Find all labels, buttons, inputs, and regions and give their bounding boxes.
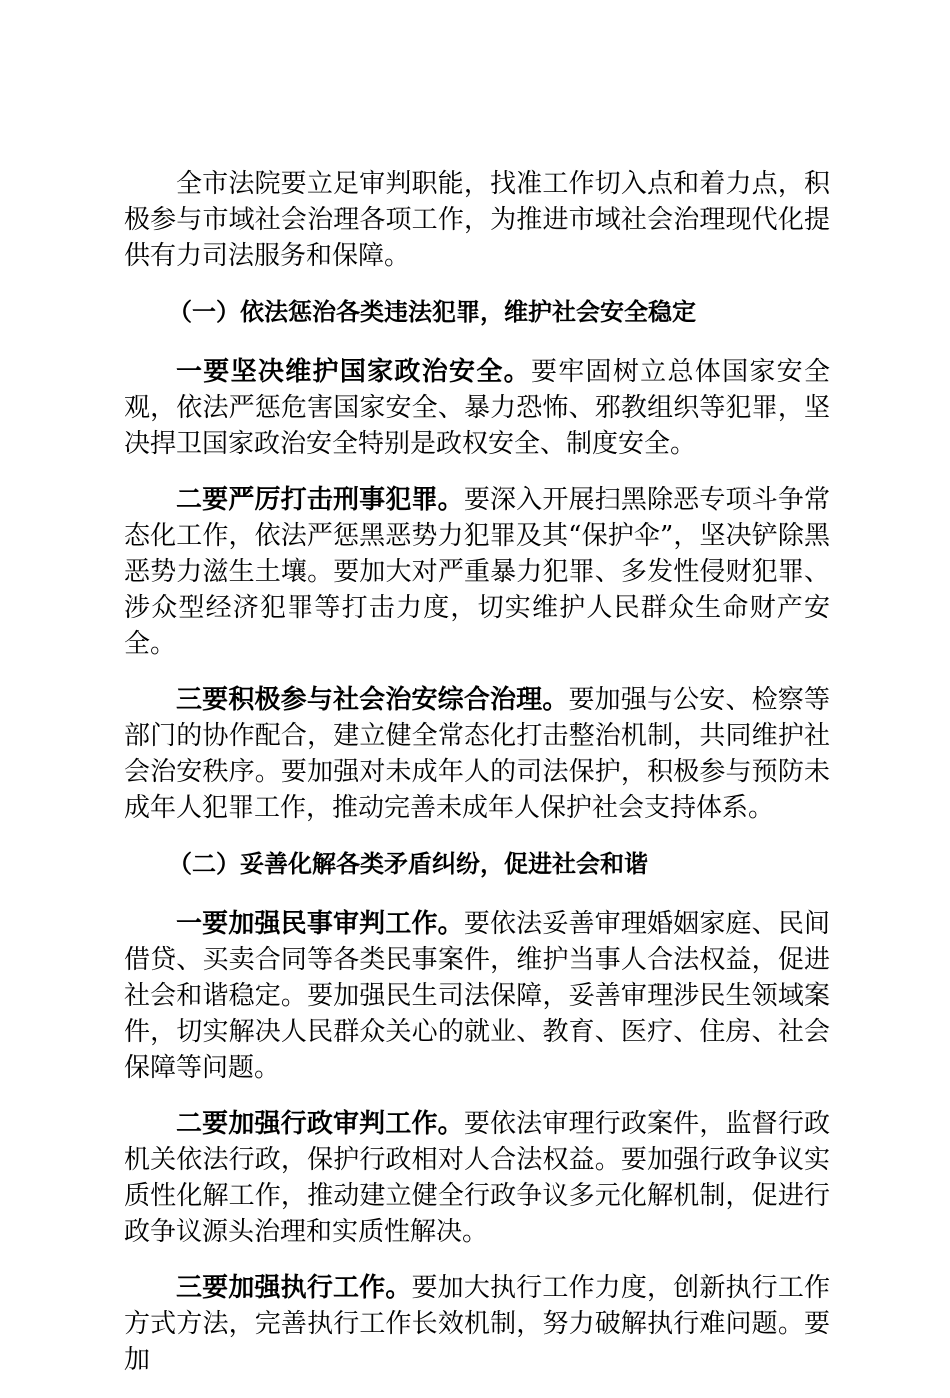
section-1-item-3: [124, 682, 830, 826]
item-lead: 三要积极参与社会治安综合治理。: [176, 685, 569, 715]
section-2-item-1: [124, 906, 830, 1086]
item-text: 要依法妥善审理婚姻家庭、民间借贷、买卖合同等各类民事案件，维护当事人合法权益，促进社会和谐稳定。要加强民生司法保障，妥善审理涉民生领域案件，切实解决人民群众关心的就业、教育、医疗、住房、社会保障等问题。: [124, 909, 830, 1083]
section-2-item-2: [124, 1106, 830, 1250]
section-2-heading: （二）妥善化解各类矛盾纠纷，促进社会和谐: [168, 850, 648, 878]
item-lead: 一要坚决维护国家政治安全。: [176, 357, 531, 387]
item-text: 要深入开展扫黑除恶专项斗争常态化工作，依法严惩黑恶势力犯罪及其“保护伞”，坚决铲除黑恶势力滋生土壤。要加大对严重暴力犯罪、多发性侵财犯罪、涉众型经济犯罪等打击力度，切实维护人民群众生命财产安全。: [124, 485, 830, 659]
item-lead: 二要严厉打击刑事犯罪。: [176, 485, 464, 515]
item-text: 要依法审理行政案件，监督行政机关依法行政，保护行政相对人合法权益。要加强行政争议实质性化解工作，推动建立健全行政争议多元化解机制，促进行政争议源头治理和实质性解决。: [124, 1109, 830, 1247]
section-1-item-2: [124, 482, 830, 662]
section-1-item-1: [124, 354, 830, 462]
item-text: 要加强与公安、检察等部门的协作配合，建立健全常态化打击整治机制，共同维护社会治安秩序。要加强对未成年人的司法保护，积极参与预防未成年人犯罪工作，推动完善未成年人保护社会支持体系。: [124, 685, 830, 823]
intro-paragraph: 全市法院要立足审判职能，找准工作切入点和着力点，积极参与市域社会治理各项工作，为推进市域社会治理现代化提供有力司法服务和保障。: [124, 169, 830, 271]
item-text: 要加大执行工作力度，创新执行工作方式方法，完善执行工作长效机制，努力破解执行难问题。要加: [124, 1273, 830, 1375]
section-1-heading: （一）依法惩治各类违法犯罪，维护社会安全稳定: [168, 298, 696, 326]
section-2-item-3: [124, 1270, 830, 1378]
item-lead: 三要加强执行工作。: [176, 1273, 412, 1303]
item-lead: 一要加强民事审判工作。: [176, 909, 464, 939]
item-lead: 二要加强行政审判工作。: [176, 1109, 464, 1139]
document-page: [124, 166, 830, 1398]
item-text: 要牢固树立总体国家安全观，依法严惩危害国家安全、暴力恐怖、邪教组织等犯罪，坚决捍卫国家政治安全特别是政权安全、制度安全。: [124, 357, 830, 459]
